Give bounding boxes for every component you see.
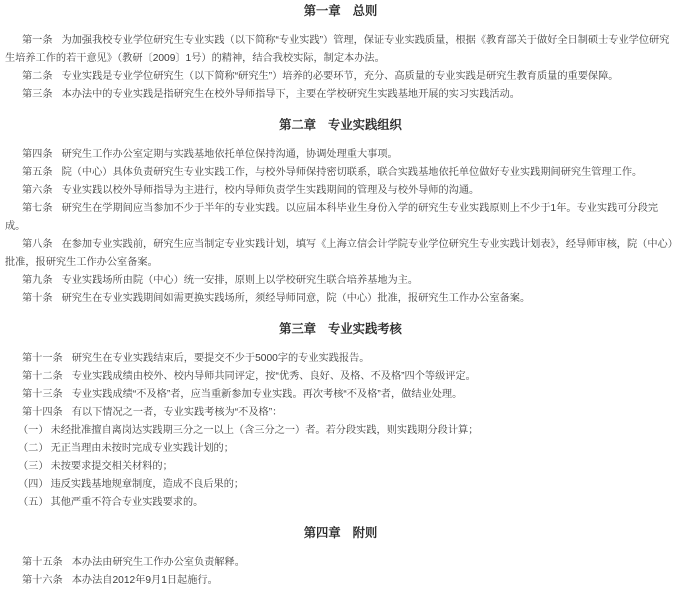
article-label: 第三条	[22, 89, 53, 100]
article-text: 专业实践是专业学位研究生（以下简称“研究生”）培养的必要环节，充分、高质量的专业实践是研究生教育质量的重要保障。	[61, 71, 619, 82]
clause-item	[5, 440, 676, 458]
clause-text: 其他严重不符合专业实践要求的。	[50, 497, 204, 508]
article-text: 研究生在专业实践结束后，要提交不少于5000字的专业实践报告。	[71, 353, 370, 364]
article-paragraph	[5, 32, 676, 68]
clause-text: 无正当理由未按时完成专业实践计划的；	[50, 443, 234, 454]
article-label: 第十二条	[22, 371, 63, 382]
clause-text: 未经批准擅自离岗达实践期三分之一以上（含三分之一）者。若分段实践，则实践期分段计算；	[50, 425, 479, 436]
article-label: 第十条	[22, 293, 53, 304]
article-text: 研究生工作办公室定期与实践基地依托单位保持沟通，协调处理重大事项。	[61, 149, 398, 160]
article-paragraph	[5, 554, 676, 572]
article-text: 本办法由研究生工作办公室负责解释。	[71, 557, 245, 568]
clause-item	[5, 422, 676, 440]
clause-text: 未按要求提交相关材料的；	[50, 461, 173, 472]
article-paragraph	[5, 404, 676, 422]
article-paragraph	[5, 146, 676, 164]
article-label: 第十一条	[22, 353, 63, 364]
article-text: 本办法自2012年9月1日起施行。	[71, 575, 218, 586]
chapter-heading	[5, 2, 676, 20]
clause-item	[5, 476, 676, 494]
clause-label: （五）	[18, 497, 49, 508]
clause-item	[5, 494, 676, 512]
article-label: 第十三条	[22, 389, 63, 400]
clause-item	[5, 458, 676, 476]
article-text: 有以下情况之一者，专业实践考核为“不及格”：	[71, 407, 283, 418]
chapter-number: 第二章	[279, 118, 317, 132]
article-paragraph	[5, 272, 676, 290]
article-text: 在参加专业实践前，研究生应当制定专业实践计划，填写《上海立信会计学院专业学位研究生专业实践计划表》，经导师审核，院（中心）批准，报研究生工作办公室备案。	[5, 239, 673, 268]
article-text: 院（中心）具体负责研究生专业实践工作，与校外导师保持密切联系，联合实践基地依托单位做好专业实践期间研究生管理工作。	[61, 167, 643, 178]
clause-label: （三）	[18, 461, 49, 472]
article-paragraph	[5, 368, 676, 386]
clause-label: （二）	[18, 443, 49, 454]
article-paragraph	[5, 236, 676, 272]
article-paragraph	[5, 164, 676, 182]
article-label: 第二条	[22, 71, 53, 82]
chapter-number: 第一章	[303, 4, 341, 18]
article-text: 专业实践以校外导师指导为主进行，校内导师负责学生实践期间的管理及与校外导师的沟通。	[61, 185, 480, 196]
article-paragraph	[5, 386, 676, 404]
article-label: 第九条	[22, 275, 53, 286]
article-paragraph	[5, 350, 676, 368]
chapter-heading	[5, 524, 676, 542]
article-paragraph	[5, 290, 676, 308]
chapter-title: 附则	[352, 526, 378, 540]
article-label: 第一条	[22, 35, 53, 46]
chapter-title: 专业实践组织	[328, 118, 402, 132]
article-paragraph	[5, 200, 676, 236]
article-label: 第四条	[22, 149, 53, 160]
article-label: 第十五条	[22, 557, 63, 568]
chapter-number: 第四章	[303, 526, 341, 540]
article-label: 第七条	[22, 203, 53, 214]
article-text: 研究生在专业实践期间如需更换实践场所，须经导师同意，院（中心）批准，报研究生工作办公室备案。	[61, 293, 531, 304]
article-text: 专业实践成绩“不及格”者，应当重新参加专业实践。再次考核“不及格”者，做结业处理。	[71, 389, 463, 400]
article-label: 第十六条	[22, 575, 63, 586]
chapter-title: 专业实践考核	[328, 322, 402, 336]
article-label: 第五条	[22, 167, 53, 178]
chapter-number: 第三章	[279, 322, 317, 336]
article-paragraph	[5, 86, 676, 104]
article-paragraph	[5, 572, 676, 590]
article-text: 专业实践成绩由校外、校内导师共同评定，按“优秀、良好、及格、不及格”四个等级评定。	[71, 371, 476, 382]
article-paragraph	[5, 182, 676, 200]
article-text: 研究生在学期间应当参加不少于半年的专业实践。以应届本科毕业生身份入学的研究生专业实践原则上不少于1年。专业实践可分段完成。	[5, 203, 659, 232]
chapter-heading	[5, 320, 676, 338]
clause-text: 违反实践基地规章制度，造成不良后果的；	[50, 479, 245, 490]
clause-label: （一）	[18, 425, 49, 436]
chapter-title: 总则	[352, 4, 378, 18]
clause-label: （四）	[18, 479, 49, 490]
article-text: 本办法中的专业实践是指研究生在校外导师指导下，主要在学校研究生实践基地开展的实习实践活动。	[61, 89, 520, 100]
article-label: 第十四条	[22, 407, 63, 418]
article-text: 为加强我校专业学位研究生专业实践（以下简称“专业实践”）管理，保证专业实践质量，根据《教育部关于做好全日制硕士专业学位研究生培养工作的若干意见》（教研〔2009〕1号）的精神，结合我校实际，制定本办法。	[5, 35, 670, 64]
article-label: 第八条	[22, 239, 53, 250]
article-text: 专业实践场所由院（中心）统一安排，原则上以学校研究生联合培养基地为主。	[61, 275, 419, 286]
article-paragraph	[5, 68, 676, 86]
article-label: 第六条	[22, 185, 53, 196]
chapter-heading	[5, 116, 676, 134]
